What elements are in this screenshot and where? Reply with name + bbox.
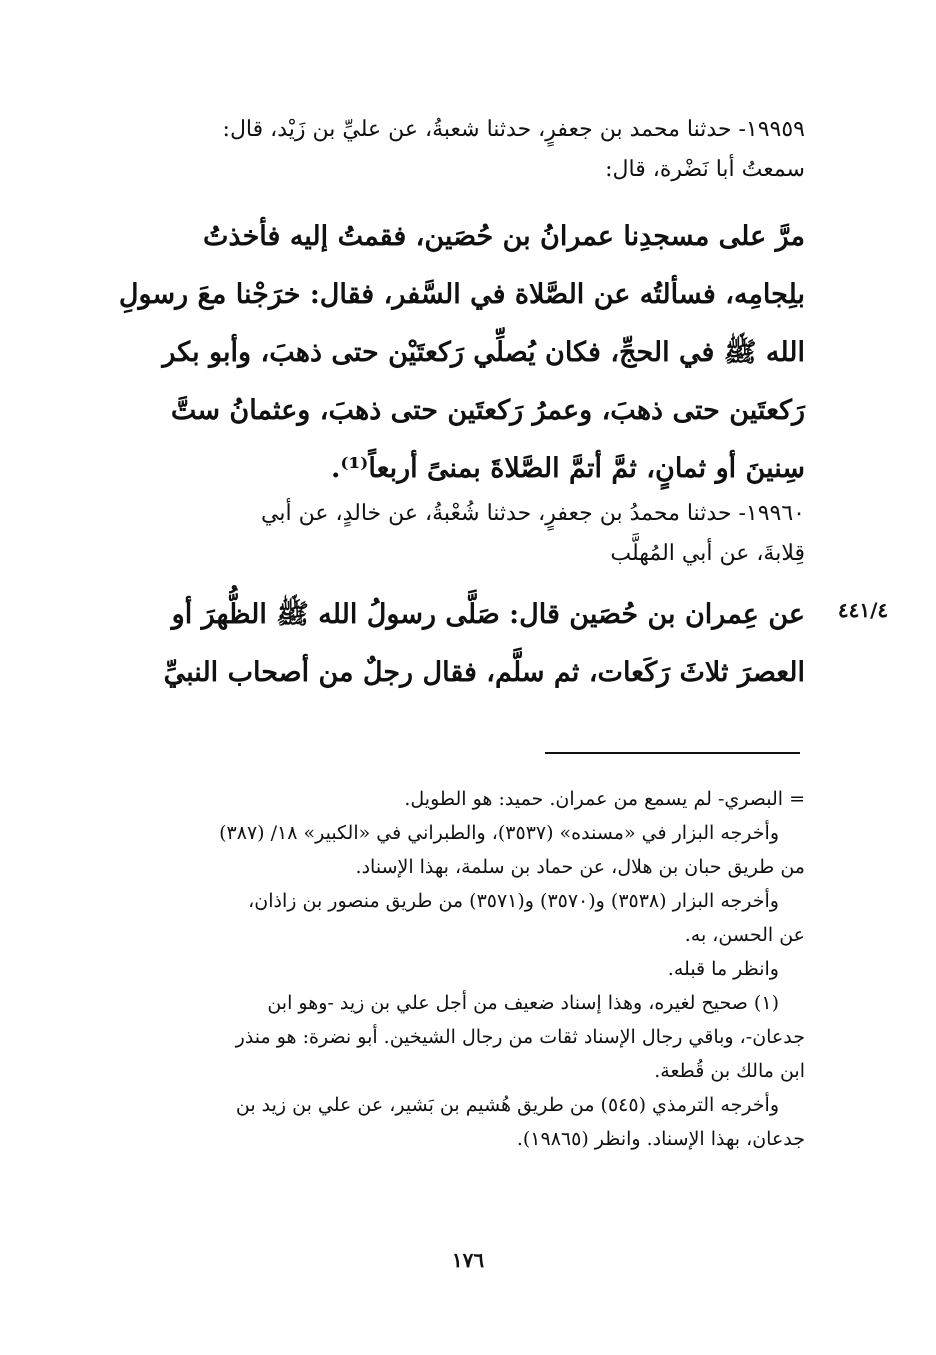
- matn-line: بلِجامِه، فسألتُه عن الصَّلاة في السَّفر، فقال: خرَجْنا معَ رسولِ: [118, 279, 805, 310]
- isnad-line: قِلابةَ، عن أبي المُهلَّب: [610, 541, 805, 566]
- margin-volume-page-ref: ٤٤١/٤: [837, 598, 889, 622]
- isnad-line: سمعتُ أبا نَضْرة، قال:: [605, 157, 805, 182]
- footnote-line: جدعان-، وباقي رجال الإسناد ثقات من رجال الشيخين. أبو نضرة: هو منذر: [235, 1026, 805, 1048]
- footnote-line: عن الحسن، به.: [684, 924, 805, 946]
- matn-line: سِنينَ أو ثمانٍ، ثمَّ أتمَّ الصَّلاةَ بمنىً أربعاً⁽¹⁾.: [331, 453, 805, 484]
- hadith-19959-isnad: [105, 110, 805, 190]
- footnote-line: وأخرجه الترمذي (٥٤٥) من طريق هُشيم بن بَشير، عن علي بن زيد بن: [235, 1094, 779, 1116]
- footnote-separator: [545, 752, 800, 754]
- matn-line: عن عِمران بن حُصَين قال: صَلَّى رسولُ الله ﷺ الظُّهرَ أو: [171, 599, 805, 630]
- footnote-line: وانظر ما قبله.: [667, 958, 779, 980]
- footnote-line: وأخرجه البزار (٣٥٣٨) و(٣٥٧٠) و(٣٥٧١) من طريق منصور بن زاذان،: [248, 890, 779, 912]
- hadith-19959-matn: [100, 208, 805, 498]
- footnote-line: جدعان، بهذا الإسناد. وانظر (١٩٨٦٥).: [516, 1128, 805, 1150]
- matn-line: رَكعتَين حتى ذهبَ، وعمرُ رَكعتَين حتى ذهبَ، وعثمانُ ستَّ: [170, 395, 805, 426]
- footnote-line: (١) صحيح لغيره، وهذا إسناد ضعيف من أجل علي بن زيد -وهو ابن: [267, 992, 779, 1014]
- footnotes: [105, 782, 805, 1156]
- footnote-line: = البصري- لم يسمع من عمران. حميد: هو الطويل.: [404, 788, 805, 810]
- matn-line: مرَّ على مسجدِنا عمرانُ بن حُصَين، فقمتُ إليه فأخذتُ: [203, 221, 805, 252]
- matn-line: العصرَ ثلاثَ رَكَعات، ثم سلَّم، فقال رجلٌ من أصحاب النبيِّ: [163, 657, 805, 688]
- footnote-line: وأخرجه البزار في «مسنده» (٣٥٣٧)، والطبراني في «الكبير» ١٨/ (٣٨٧): [219, 822, 779, 844]
- matn-line: الله ﷺ في الحجِّ، فكان يُصلِّي رَكعتَيْن حتى ذهبَ، وأبو بكر: [162, 337, 805, 368]
- hadith-19960-matn: [100, 586, 805, 702]
- footnote-line: ابن مالك بن قُطعة.: [654, 1060, 805, 1082]
- isnad-line: ١٩٩٦٠- حدثنا محمدُ بن جعفرٍ، حدثنا شُعْبةُ، عن خالدٍ، عن أبي: [261, 501, 805, 526]
- footnote-line: من طريق حبان بن هلال، عن حماد بن سلمة، بهذا الإسناد.: [355, 856, 805, 878]
- isnad-line: ١٩٩٥٩- حدثنا محمد بن جعفرٍ، حدثنا شعبةُ، عن عليِّ بن زَيْد، قال:: [222, 117, 805, 142]
- page-number: ١٧٦: [451, 1248, 485, 1272]
- hadith-19960-isnad: [105, 494, 805, 574]
